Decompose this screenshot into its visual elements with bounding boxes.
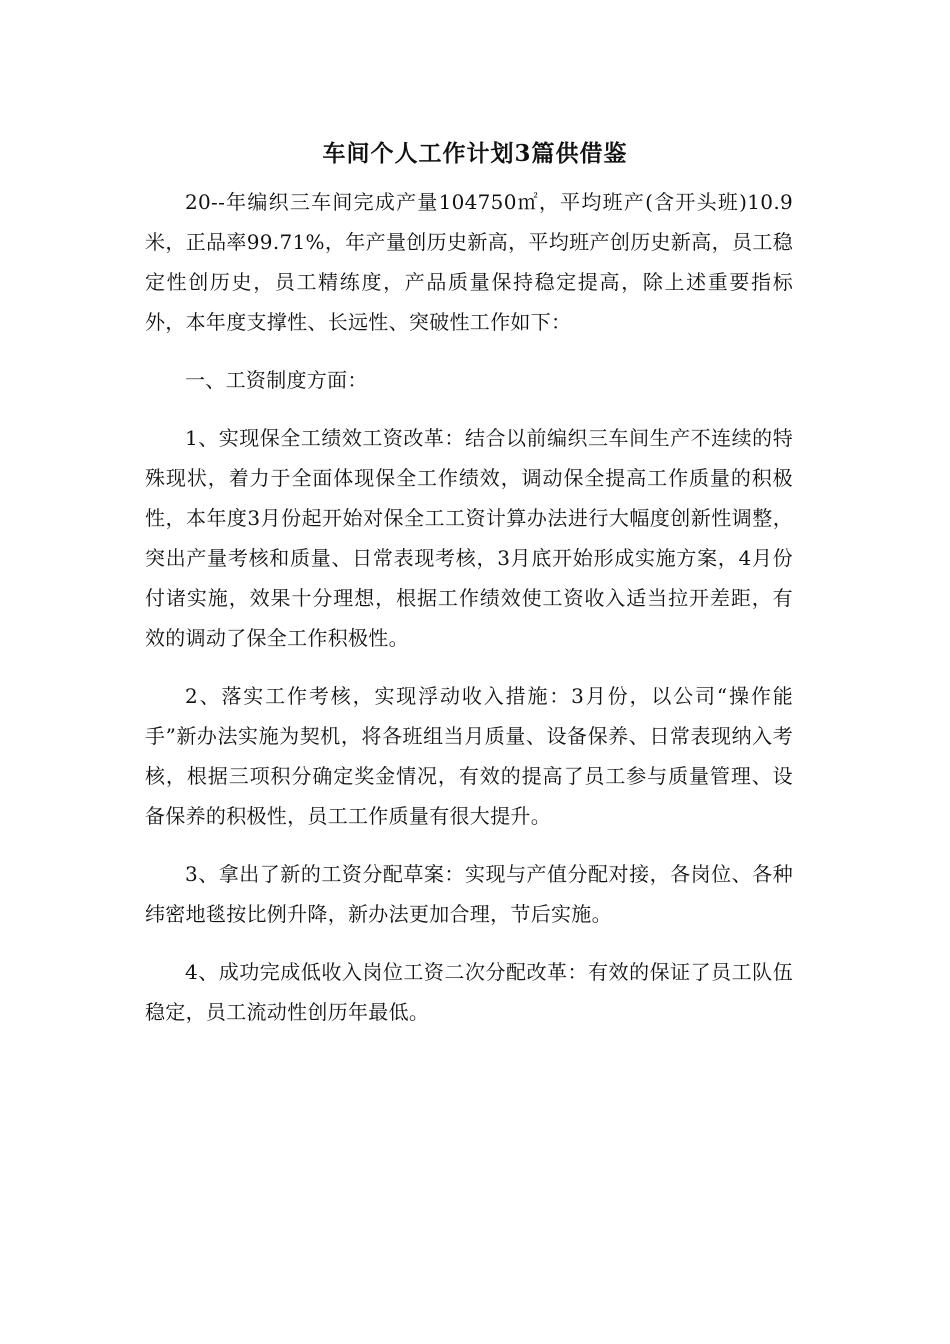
paragraph-intro: 20--年编织三车间完成产量104750㎡，平均班产(含开头班)10.9米，正品率99.71%，年产量创历史新高，平均班产创历史新高，员工稳定性创历史，员工精练度，产品质量保持稳定提高，除上述重要指标外，本年度支撑性、长远性、突破性工作如下： <box>145 190 793 334</box>
paragraph-section-heading: 一、工资制度方面： <box>185 368 368 392</box>
paragraph-item-2: 2、落实工作考核，实现浮动收入措施：3月份，以公司“操作能手”新办法实施为契机，将各班组当月质量、设备保养、日常表现纳入考核，根据三项积分确定奖金情况，有效的提高了员工参与质量管理、设备保养的积极性，员工工作质量有很大提升。 <box>145 684 793 828</box>
paragraph-item-3: 3、拿出了新的工资分配草案：实现与产值分配对接，各岗位、各种纬密地毯按比例升降，新办法更加合理，节后实施。 <box>145 862 793 926</box>
paragraph-item-1: 1、实现保全工绩效工资改革：结合以前编织三车间生产不连续的特殊现状，着力于全面体现保全工作绩效，调动保全提高工作质量的积极性，本年度3月份起开始对保全工工资计算办法进行大幅度创新性调整，突出产量考核和质量、日常表现考核，3月底开始形成实施方案，4月份付诸实施，效果十分理想，根据工作绩效使工资收入适当拉开差距，有效的调动了保全工作积极性。 <box>145 426 793 650</box>
document-title: 车间个人工作计划3篇供借鉴 <box>322 140 628 167</box>
document-body <box>145 182 793 1050</box>
paragraph-item-4: 4、成功完成低收入岗位工资二次分配改革：有效的保证了员工队伍稳定，员工流动性创历年最低。 <box>145 960 793 1024</box>
